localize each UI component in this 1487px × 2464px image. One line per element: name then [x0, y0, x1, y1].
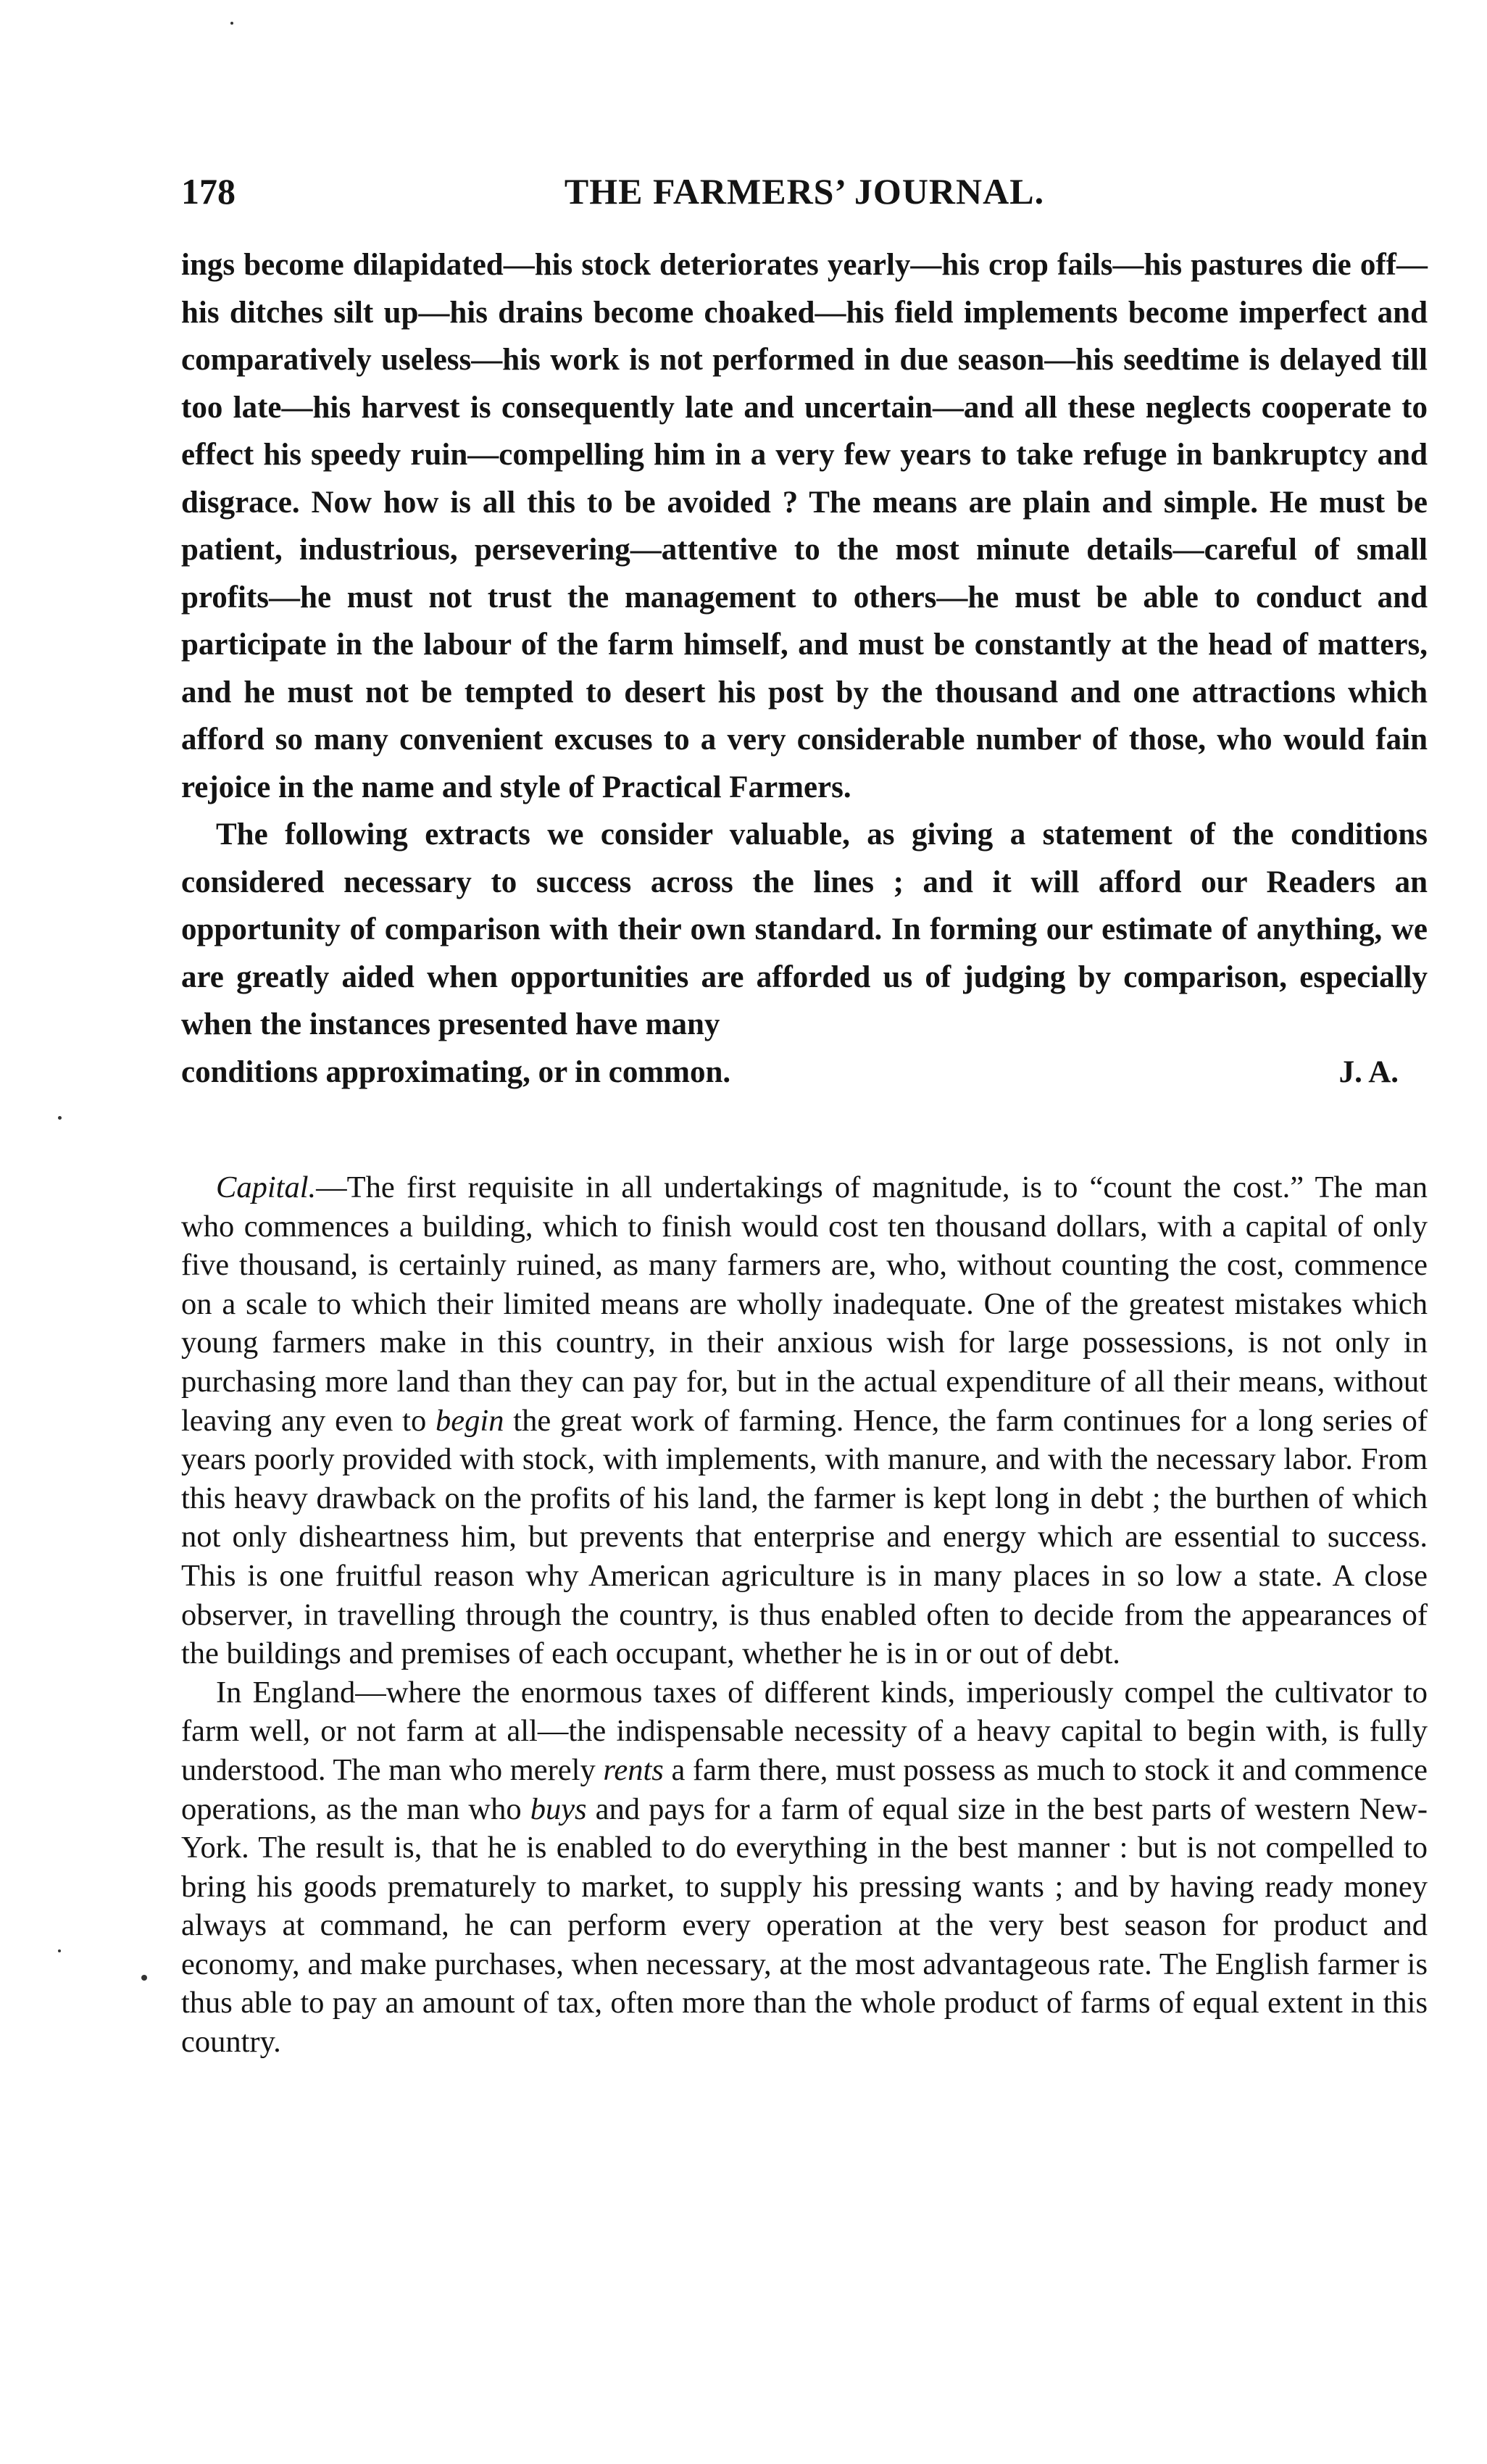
margin-bullet-dot	[141, 1975, 147, 1981]
italic-word: buys	[530, 1791, 587, 1826]
editorial-paragraph: ings become dilapidated—his stock deteriorates yearly—his crop fails—his pastures die off—his ditches silt up—his drains become choaked—his field implements become imperfect and comparatively useless—his work is not performed in due season—his seedtime is delayed till too late—his harvest is consequently late and uncertain—and all these neglects cooperate to effect his speedy ruin—compelling him in a very few years to take refuge in bankruptcy and disgrace. Now how is all this to be avoided ? The means are plain and simple. He must be patient, industrious, persevering—attentive to the most minute details—careful of small profits—he must not trust the management to others—he must be able to conduct and participate in the labour of the farm himself, and must be constantly at the head of matters, and he must not be tempted to desert his post by the thousand and one attractions which afford so many convenient excuses to a very considerable number of those, who would fain rejoice in the name and style of Practical Farmers.	[181, 248, 1428, 804]
editorial-signoff	[181, 1049, 1428, 1096]
editorial-text: The following extracts we consider valuable, as giving a statement of the conditions considered necessary to success across the lines ; and it will afford our Readers an opportunity of comparison with their own standard. In forming our estimate of anything, we are greatly aided when opportunities are afforded us of judging by comparison, especially when the instances presented have many	[181, 817, 1428, 1041]
section-heading: Capital.	[216, 1170, 317, 1204]
journal-title: THE FARMERS’ JOURNAL.	[564, 171, 1045, 212]
margin-ink-dot	[58, 1116, 62, 1120]
editorial-paragraph	[181, 811, 1428, 1049]
page-header	[181, 170, 1428, 228]
editorial-last-line: conditions approximating, or in common.	[181, 1054, 731, 1089]
margin-ink-dot	[230, 22, 233, 25]
extract-text: the great work of farming. Hence, the farm continues for a long series of years poorly provided with stock, with implements, with manure, and with the necessary labor. From this heavy drawback on the profits of his land, the farmer is kept long in debt ; the burthen of which not only disheartness him, but prevents that enterprise and energy which are essential to success. This is one fruitful reason why American agriculture is in many places in so low a state. A close observer, in travelling through the country, is thus enabled often to decide from the appearances of the buildings and premises of each occupant, whether he is in or out of debt.	[181, 1403, 1428, 1671]
editorial-section	[181, 241, 1428, 1096]
journal-page	[181, 170, 1428, 2062]
extract-text: In England—where the enormous taxes of different kinds, imperiously compel the cultivator to farm well, or not farm at all—the indispensable necessity of a heavy capital to begin with, is fully understood. The man who merely	[181, 1675, 1428, 1787]
italic-word: rents	[603, 1752, 664, 1787]
extract-text: and pays for a farm of equal size in the best parts of western New-York. The result is, that he is enabled to do everything in the best manner : but is not compelled to bring his goods prematurely to market, to supply his pressing wants ; and by having ready money always at command, he can perform every operation at the very best season for product and economy, and make purchases, when necessary, at the most advantageous rate. The English farmer is thus able to pay an amount of tax, often more than the whole product of farms of equal extent in this country.	[181, 1791, 1428, 2060]
extract-text: —The first requisite in all undertakings of magnitude, is to “count the cost.” The man who commences a building, which to finish would cost ten thousand dollars, with a capital of only five thousand, is certainly ruined, as many farmers are, who, without counting the cost, commence on a scale to which their limited means are wholly inadequate. One of the greatest mistakes which young farmers make in this country, in their anxious wish for large possessions, is not only in purchasing more land than they can pay for, but in the actual expenditure of all their means, without leaving any even to	[181, 1170, 1428, 1438]
margin-ink-dot	[58, 1949, 61, 1952]
italic-word: begin	[436, 1403, 504, 1438]
author-signature: J. A.	[1338, 1054, 1399, 1089]
extract-paragraph	[181, 1168, 1428, 1673]
page-number: 178	[181, 171, 236, 212]
extract-text: a farm there, must possess as much to stock it and commence operations, as the man who	[181, 1752, 1428, 1826]
extract-paragraph	[181, 1673, 1428, 2062]
extract-section	[181, 1168, 1428, 2062]
